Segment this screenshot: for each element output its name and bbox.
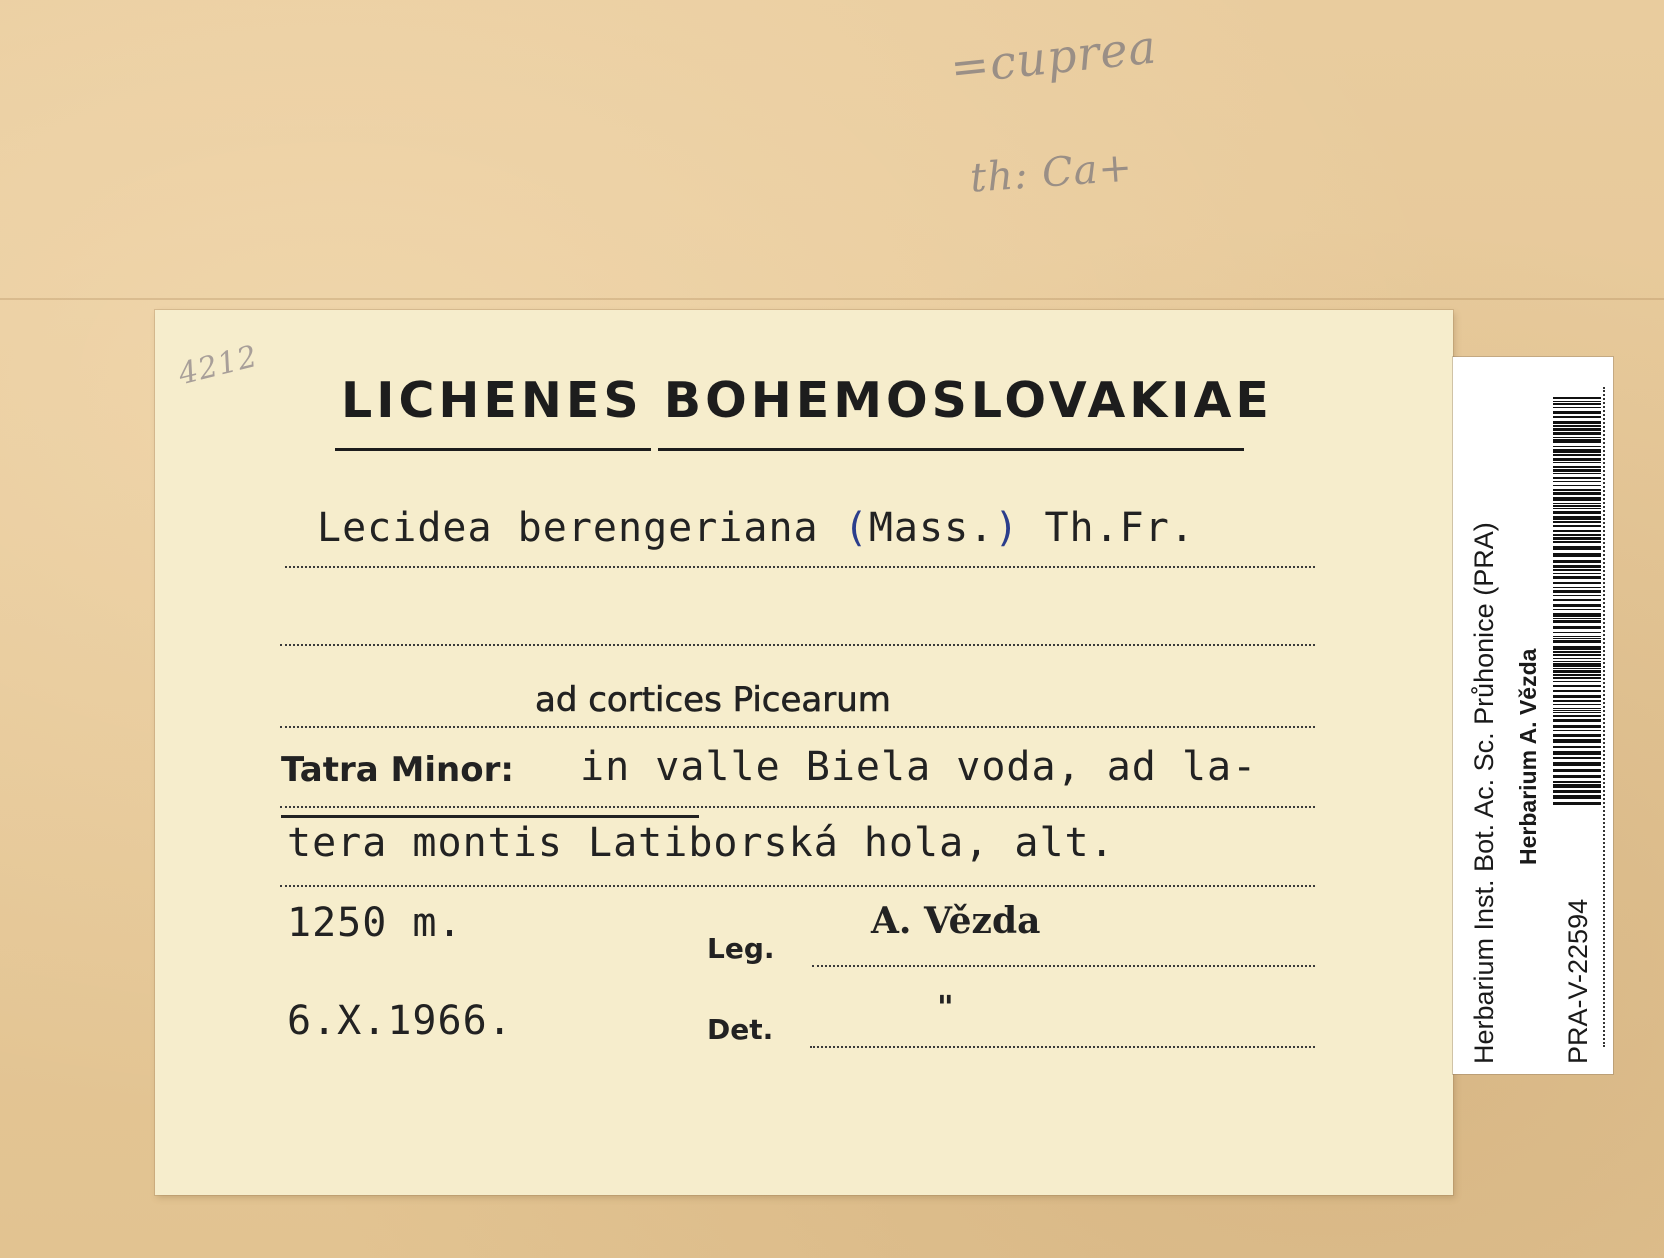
det-label: Det.: [707, 1013, 774, 1046]
barcode-image: [1553, 397, 1601, 807]
pencil-annotation-synonym: =cuprea: [947, 19, 1160, 95]
barcode-bar: [1553, 516, 1601, 520]
barcode-bar: [1553, 511, 1601, 514]
authority-paren-open: (: [843, 505, 869, 551]
species-name: Lecidea berengeriana: [317, 505, 819, 551]
barcode-bar: [1553, 626, 1601, 629]
barcode-bar: [1553, 397, 1601, 399]
barcode-bar: [1553, 576, 1601, 579]
barcode-bar: [1553, 746, 1601, 748]
barcode-bar: [1553, 462, 1601, 463]
barcode-bar: [1553, 677, 1601, 679]
barcode-bar: [1553, 640, 1601, 643]
barcode-bar: [1553, 734, 1601, 737]
pencil-annotation-thallus: th: Ca+: [968, 144, 1135, 202]
barcode-bar: [1553, 661, 1601, 662]
barcode-bar: [1553, 525, 1601, 527]
species-line: [317, 505, 1195, 551]
barcode-bar: [1553, 481, 1601, 482]
barcode-bar: [1553, 710, 1601, 711]
collection-date: 6.X.1966.: [287, 998, 513, 1044]
barcode-bar: [1553, 458, 1601, 461]
specimen-id: PRA-V-22594: [1563, 898, 1593, 1064]
barcode-bar: [1553, 668, 1601, 669]
barcode-bar: [1553, 725, 1601, 728]
barcode-bar: [1553, 477, 1601, 479]
barcode-bar: [1553, 719, 1601, 722]
collection-text: Herbarium A. Vězda: [1515, 648, 1541, 865]
barcode-label: [1453, 357, 1613, 1074]
barcode-bar: [1553, 416, 1601, 418]
dotted-line-3: [280, 726, 1315, 728]
barcode-bar: [1553, 599, 1601, 601]
barcode-bar: [1553, 704, 1601, 705]
dotted-line-2: [280, 644, 1315, 646]
barcode-bar: [1553, 473, 1601, 474]
barcode-bar: [1553, 654, 1601, 656]
barcode-bar: [1553, 546, 1601, 550]
barcode-bar: [1553, 618, 1601, 619]
barcode-bar: [1553, 757, 1601, 759]
barcode-bar: [1553, 466, 1601, 468]
barcode-bar: [1553, 401, 1601, 402]
barcode-bar: [1553, 715, 1601, 717]
barcode-bar: [1553, 403, 1601, 405]
barcode-bar: [1553, 565, 1601, 568]
barcode-bar: [1553, 407, 1601, 408]
altitude: 1250 m.: [287, 900, 463, 946]
barcode-bar: [1553, 534, 1601, 536]
dotted-line-4: [280, 806, 1315, 808]
barcode-bar: [1553, 489, 1601, 491]
sheet-fold: [0, 298, 1664, 300]
dotted-line-leg: [812, 965, 1315, 967]
specimen-label: [155, 310, 1453, 1195]
barcode-bar: [1553, 690, 1601, 692]
barcode-bar: [1553, 681, 1601, 682]
det-value: ": [937, 988, 954, 1026]
barcode-bar: [1553, 497, 1601, 501]
barcode-bar: [1553, 425, 1601, 427]
leg-value: A. Vězda: [871, 900, 1041, 942]
barcode-bar: [1553, 446, 1601, 447]
barcode-bar: [1553, 439, 1601, 443]
barcode-bar: [1553, 537, 1601, 540]
barcode-bar: [1553, 781, 1601, 783]
barcode-bar: [1553, 658, 1601, 659]
header-rule-right: [658, 448, 1244, 451]
leg-label: Leg.: [707, 932, 775, 965]
barcode-bar: [1553, 505, 1601, 507]
locality-line-1: in valle Biela voda, ad la-: [580, 744, 1258, 790]
barcode-bar: [1553, 469, 1601, 472]
barcode-bar: [1553, 595, 1601, 596]
barcode-dotted-edge: [1603, 387, 1605, 1047]
barcode-bar: [1553, 802, 1601, 805]
barcode-bar: [1553, 646, 1601, 650]
barcode-bar: [1553, 651, 1601, 653]
barcode-bar: [1553, 569, 1601, 571]
barcode-bar: [1553, 421, 1601, 424]
barcode-bar: [1553, 751, 1601, 755]
barcode-bar: [1553, 590, 1601, 593]
barcode-bar: [1553, 790, 1601, 793]
region-underline: [281, 815, 699, 818]
barcode-bar: [1553, 587, 1601, 588]
barcode-bar: [1553, 739, 1601, 743]
barcode-bar: [1553, 428, 1601, 431]
barcode-bar: [1553, 437, 1601, 438]
authority-suffix: Th.Fr.: [1044, 505, 1195, 551]
barcode-bar: [1553, 685, 1601, 687]
barcode-bar: [1553, 449, 1601, 453]
barcode-bar: [1553, 530, 1601, 532]
institution-text: Herbarium Inst. Bot. Ac. Sc. Průhonice (PRA): [1469, 522, 1499, 1064]
barcode-bar: [1553, 582, 1601, 584]
barcode-bar: [1553, 712, 1601, 713]
header-rule-left: [335, 448, 651, 451]
barcode-bar: [1553, 604, 1601, 607]
barcode-bar: [1553, 795, 1601, 799]
barcode-bar: [1553, 695, 1601, 698]
barcode-bar: [1553, 508, 1601, 509]
barcode-bar: [1553, 609, 1601, 610]
barcode-bar: [1553, 674, 1601, 676]
locality-line-2: tera montis Latiborská hola, alt.: [287, 820, 1115, 866]
barcode-bar: [1553, 762, 1601, 766]
barcode-bar: [1553, 541, 1601, 543]
pencil-annotation-number: 4212: [174, 338, 262, 393]
barcode-bar: [1553, 670, 1601, 673]
barcode-bar: [1553, 632, 1601, 633]
substrate: ad cortices Picearum: [535, 680, 891, 720]
barcode-bar: [1553, 730, 1601, 731]
barcode-bar: [1553, 411, 1601, 414]
barcode-bar: [1553, 553, 1601, 557]
region-name: Tatra Minor:: [281, 750, 514, 790]
barcode-bar: [1553, 521, 1601, 523]
barcode-bar: [1553, 492, 1601, 495]
barcode-bar: [1553, 613, 1601, 617]
barcode-bar: [1553, 775, 1601, 778]
label-header: LICHENES BOHEMOSLOVAKIAE: [341, 372, 1273, 429]
barcode-bar: [1553, 454, 1601, 456]
barcode-bar: [1553, 503, 1601, 504]
barcode-bar: [1553, 663, 1601, 667]
barcode-bar: [1553, 485, 1601, 486]
barcode-bar: [1553, 769, 1601, 772]
barcode-bar: [1553, 620, 1601, 623]
barcode-bar: [1553, 560, 1601, 563]
barcode-bar: [1553, 708, 1601, 709]
barcode-bar: [1553, 636, 1601, 637]
barcode-bar: [1553, 784, 1601, 788]
dotted-line-1: [285, 566, 1315, 568]
barcode-bar: [1553, 638, 1601, 639]
dotted-line-det: [810, 1046, 1315, 1048]
authority-author: Mass.: [868, 505, 995, 551]
barcode-bar: [1553, 432, 1601, 435]
barcode-bar: [1553, 573, 1601, 574]
barcode-bar: [1553, 700, 1601, 702]
authority-paren-close: ): [994, 505, 1020, 551]
dotted-line-5: [280, 885, 1315, 887]
